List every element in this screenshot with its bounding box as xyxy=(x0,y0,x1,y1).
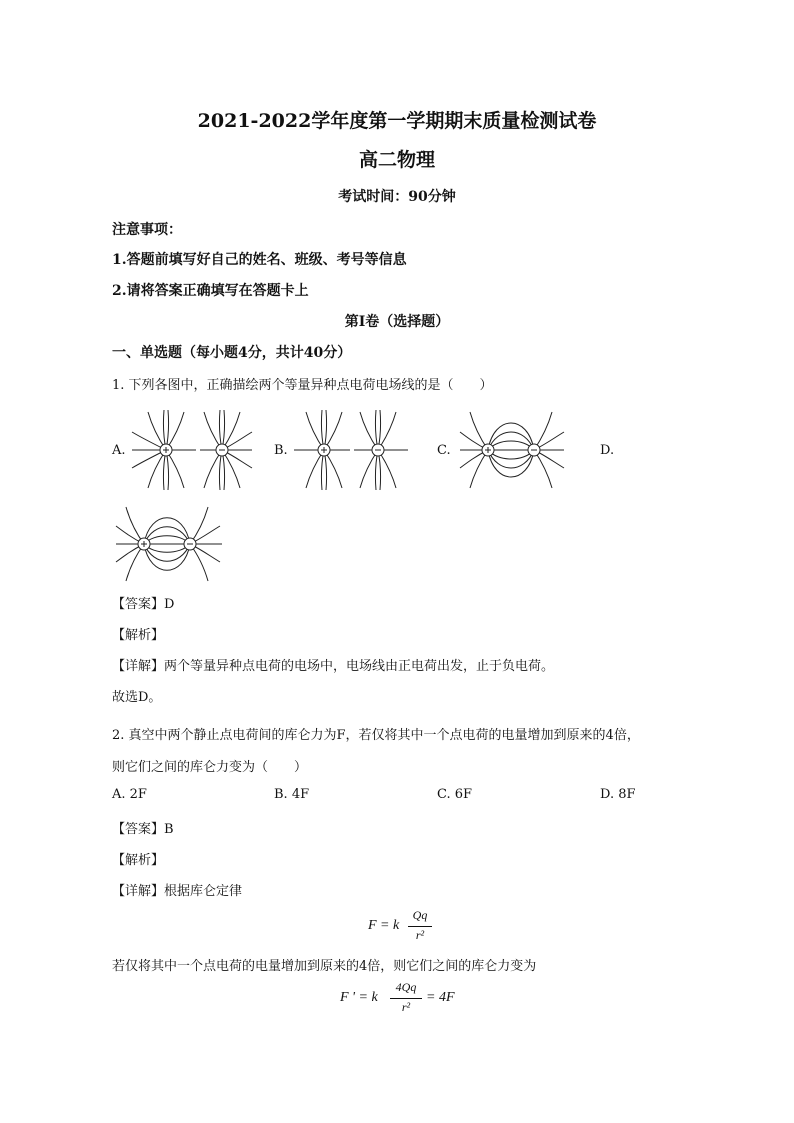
formula-2-bar xyxy=(390,998,422,999)
formula-2-num: 4Qq xyxy=(395,980,417,994)
field-diagram-d xyxy=(114,505,224,583)
formula-2-rhs: = 4F xyxy=(426,990,455,1005)
notes-heading: 注意事项： xyxy=(112,222,182,238)
q2-option-a: A. 2F xyxy=(112,787,147,802)
volume-title: 第I卷（选择题） xyxy=(344,314,450,330)
note-item-1: 1.答题前填写好自己的姓名、班级、考号等信息 xyxy=(112,252,407,268)
q2-stem-line2: 则它们之间的库仑力变为（ ） xyxy=(112,760,308,775)
q1-conclusion: 故选D。 xyxy=(112,690,162,705)
formula-2-lhs: F ' = k xyxy=(340,990,378,1005)
field-diagram-a xyxy=(130,410,254,490)
q1-detail: 【详解】两个等量异种点电荷的电场中，电场线由正电荷出发，止于负电荷。 xyxy=(112,659,555,674)
exam-time: 考试时间：90分钟 xyxy=(338,189,456,205)
formula-2-den: r² xyxy=(401,1000,411,1014)
q2-option-c: C. 6F xyxy=(437,787,473,802)
q2-option-d: D. 8F xyxy=(600,787,636,802)
q2-analysis: 【解析】 xyxy=(112,853,165,868)
subject-title: 高二物理 xyxy=(358,149,435,171)
q1-option-b-label: B. xyxy=(274,443,288,458)
exam-title: 2021-2022学年度第一学期期末质量检测试卷 xyxy=(197,110,597,132)
field-diagram-c xyxy=(458,410,566,490)
field-diagram-b xyxy=(292,410,410,490)
section-title: 一、单选题（每小题4分，共计40分） xyxy=(112,345,352,361)
q2-stem-line1: 2. 真空中两个静止点电荷间的库仑力为F，若仅将其中一个点电荷的电量增加到原来的4倍， xyxy=(112,728,640,743)
q1-option-c-label: C. xyxy=(437,443,451,458)
formula-1-den: r² xyxy=(415,928,425,942)
formula-1-num: Qq xyxy=(412,908,428,922)
q2-middle-text: 若仅将其中一个点电荷的电量增加到原来的4倍，则它们之间的库仑力变为 xyxy=(112,959,537,974)
q1-stem: 1. 下列各图中，正确描绘两个等量异种点电荷电场线的是（ ） xyxy=(112,378,493,393)
q2-option-b: B. 4F xyxy=(274,787,310,802)
formula-1-bar xyxy=(408,926,432,927)
q1-option-d-label: D. xyxy=(600,443,615,458)
q2-answer: 【答案】B xyxy=(112,822,174,837)
q1-analysis: 【解析】 xyxy=(112,628,165,643)
note-item-2: 2.请将答案正确填写在答题卡上 xyxy=(112,283,309,299)
q1-option-a-label: A. xyxy=(112,443,126,458)
q2-detail: 【详解】根据库仑定律 xyxy=(112,884,243,899)
q1-answer: 【答案】D xyxy=(112,597,175,612)
formula-1-lhs: F = k xyxy=(368,918,400,933)
